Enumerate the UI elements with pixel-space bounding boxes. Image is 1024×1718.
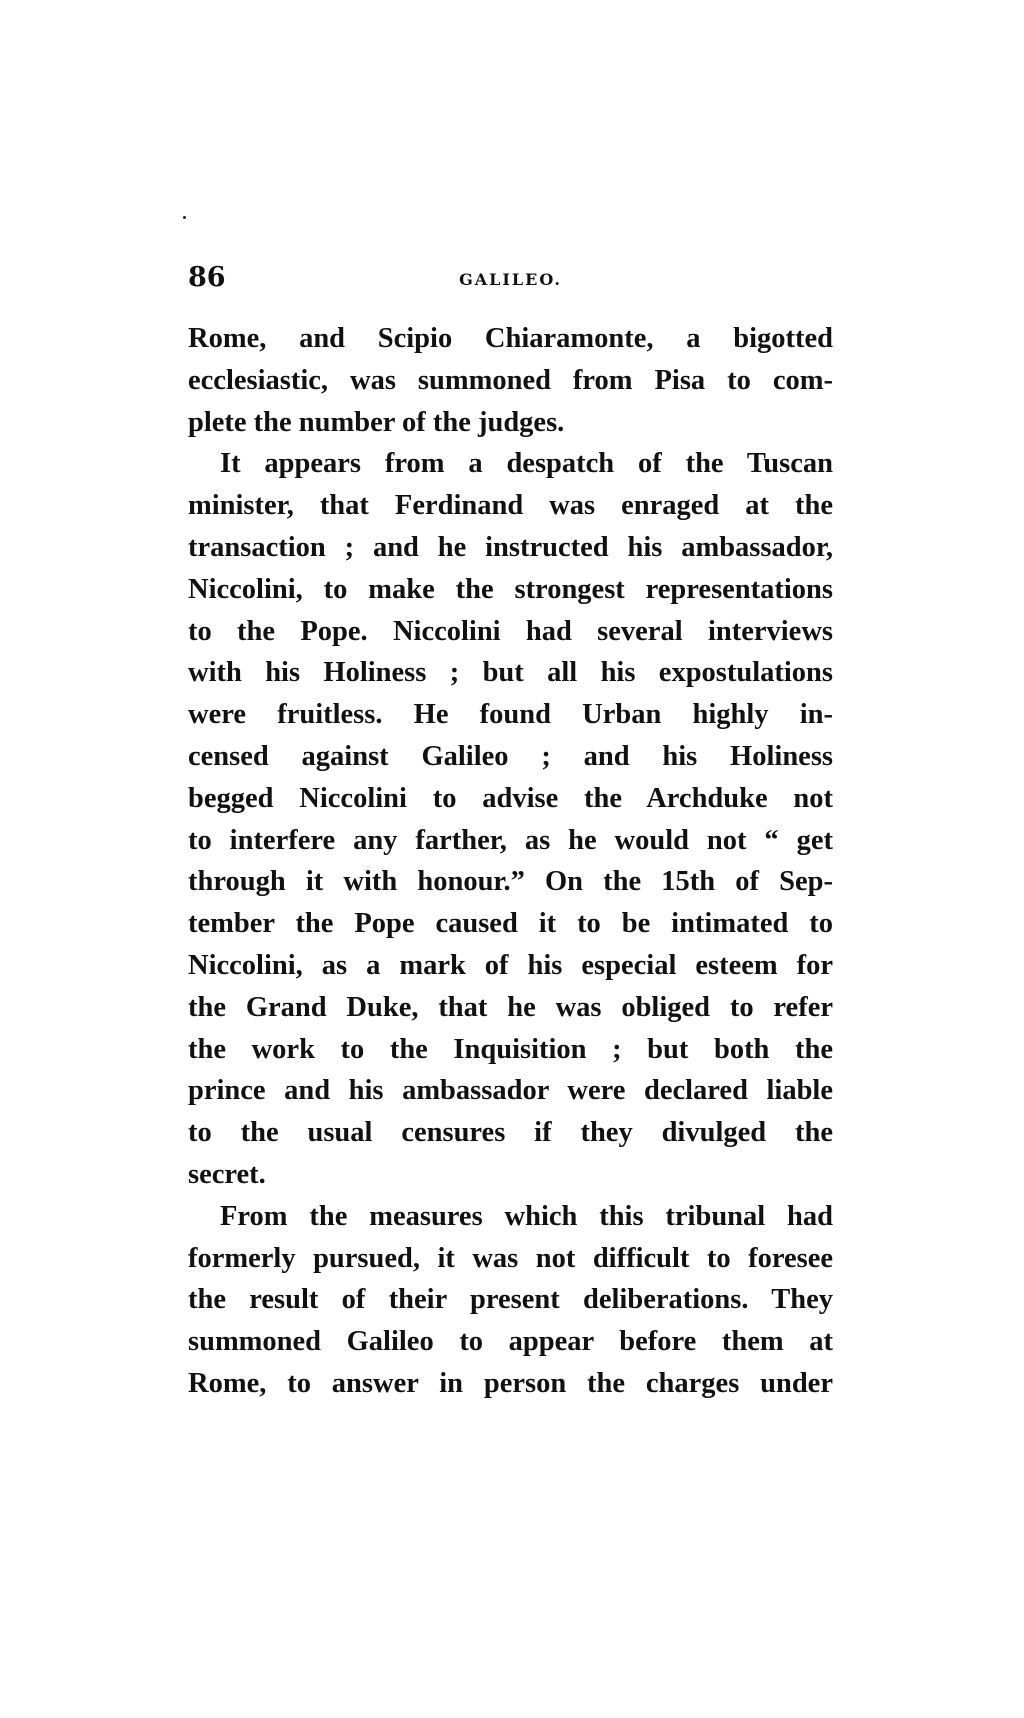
- text-line: to the usual censures if they divulged the: [188, 1117, 833, 1149]
- text-line: Rome, and Scipio Chiaramonte, a bigotted: [188, 323, 833, 354]
- paragraph-3: [188, 1196, 833, 1405]
- text-line: secret.: [188, 1158, 266, 1190]
- text-line: ecclesiastic, was summoned from Pisa to com-: [188, 364, 833, 396]
- page-header: [188, 262, 833, 302]
- body-text: [188, 318, 833, 1405]
- text-line: with his Holiness ; but all his expostulations: [188, 657, 833, 689]
- text-line: Niccolini, to make the strongest representations: [188, 573, 833, 605]
- running-head: GALILEO.: [459, 270, 562, 289]
- text-line: summoned Galileo to appear before them at: [188, 1326, 833, 1358]
- text-line: to interfere any farther, as he would not “ get: [188, 824, 833, 856]
- text-line: Niccolini, as a mark of his especial esteem for: [188, 949, 833, 981]
- text-line: prince and his ambassador were declared liable: [188, 1075, 833, 1107]
- text-line: through it with honour.” On the 15th of Sep-: [188, 866, 833, 898]
- text-line: It appears from a despatch of the Tuscan: [220, 448, 833, 480]
- text-line: the work to the Inquisition ; but both the: [188, 1033, 833, 1065]
- text-line: censed against Galileo ; and his Holiness: [188, 740, 833, 772]
- printer-speck: [183, 216, 186, 219]
- text-line: tember the Pope caused it to be intimated to: [188, 908, 833, 940]
- text-line: From the measures which this tribunal had: [220, 1200, 833, 1232]
- text-line: Rome, to answer in person the charges under: [188, 1367, 833, 1399]
- paragraph-1: [188, 318, 833, 443]
- text-line: plete the number of the judges.: [188, 406, 565, 438]
- page-number: 86: [188, 262, 226, 293]
- paragraph-2: [188, 443, 833, 1195]
- text-line: to the Pope. Niccolini had several interviews: [188, 615, 833, 647]
- text-line: transaction ; and he instructed his ambassador,: [188, 531, 833, 563]
- text-line: the Grand Duke, that he was obliged to refer: [188, 991, 833, 1023]
- text-line: begged Niccolini to advise the Archduke not: [188, 782, 833, 814]
- text-line: minister, that Ferdinand was enraged at the: [188, 490, 833, 522]
- text-line: were fruitless. He found Urban highly in-: [188, 699, 833, 731]
- text-line: formerly pursued, it was not difficult to foresee: [188, 1242, 833, 1274]
- text-line: the result of their present deliberations. They: [188, 1284, 833, 1316]
